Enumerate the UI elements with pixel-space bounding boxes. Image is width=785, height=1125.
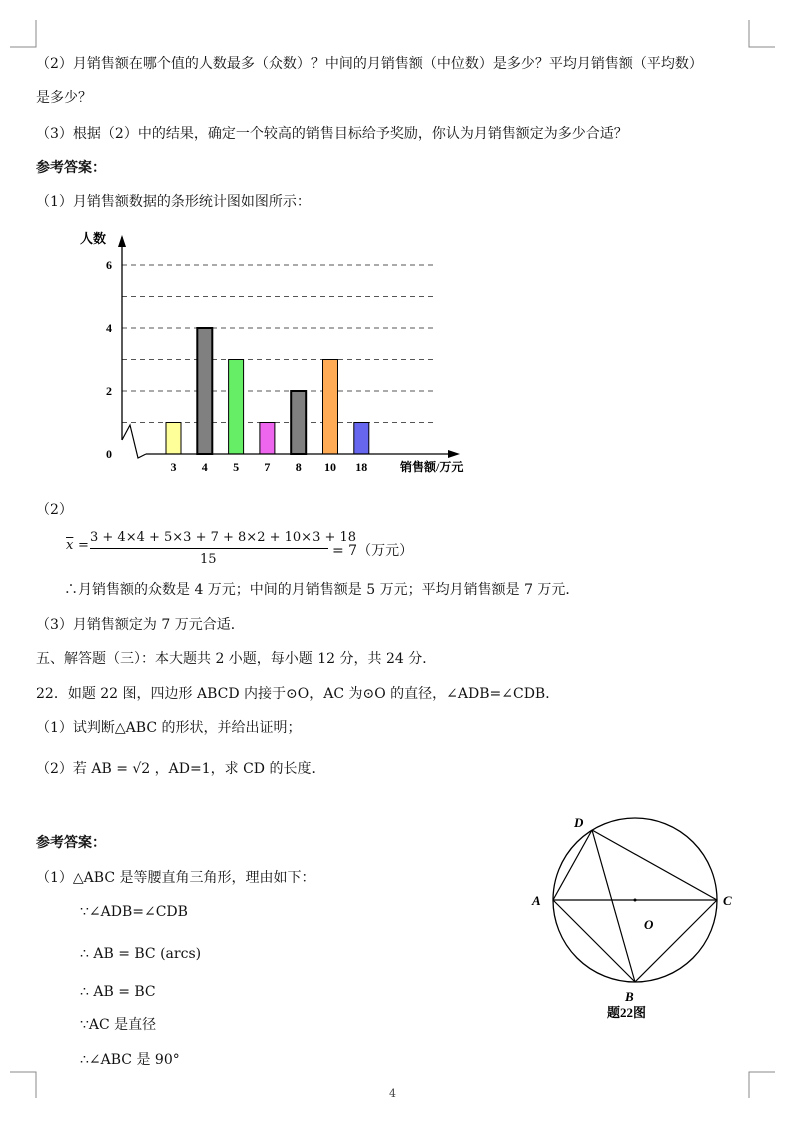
label-b: B: [625, 989, 634, 1004]
y-tick-2: 2: [106, 384, 112, 398]
chart-y-ticks: [106, 258, 112, 461]
formula-result: = 7（万元）: [332, 543, 414, 559]
answer-1-text: （1）月销售额数据的条形统计图如图所示：: [36, 194, 311, 210]
x-tick-3: 3: [170, 460, 177, 474]
formula-numerator: 3 + 4×4 + 5×3 + 7 + 8×2 + 10×3 + 18: [90, 530, 357, 545]
label-a: A: [532, 893, 541, 908]
segment-ab: [553, 900, 635, 982]
segment-ad: [553, 830, 592, 900]
x-axis-break: [122, 425, 146, 458]
chart-x-ticks: [171, 460, 368, 474]
solution-line-5: ∵AC 是直径: [80, 1017, 157, 1033]
segment-db: [592, 830, 635, 982]
page-number: 4: [389, 1087, 396, 1100]
y-tick-0: 0: [106, 447, 112, 461]
bar-8: [291, 391, 306, 454]
solution-line-6: ∴∠ABC 是 90°: [80, 1052, 180, 1068]
y-axis-arrow: [118, 235, 126, 247]
bar-4: [197, 328, 212, 454]
question-2-text-cont: 是多少？: [36, 90, 92, 106]
answer-2-conclusion: ∴月销售额的众数是 4 万元；中间的月销售额是 5 万元；平均月销售额是 7 万元．: [64, 582, 580, 598]
center-point: [634, 899, 637, 902]
x-tick-8: 8: [295, 460, 302, 474]
y-tick-4: 4: [106, 321, 112, 335]
solution-line-2: ∵∠ADB=∠CDB: [80, 904, 188, 920]
answer-3-text: （3）月销售额定为 7 万元合适．: [36, 617, 245, 633]
solution-line-4: ∴ AB = BC: [80, 984, 156, 1000]
figure-caption: 题22图: [607, 1005, 647, 1020]
y-tick-6: 6: [106, 258, 112, 272]
bar-chart: [70, 225, 490, 485]
x-axis-label: 销售额/万元: [400, 460, 464, 474]
y-axis-label: 人数: [80, 231, 107, 246]
x-tick-18: 18: [355, 460, 368, 474]
circle-figure: [525, 805, 745, 1025]
solution-line-3: ∴ AB = BC (arcs): [80, 946, 202, 962]
label-c: C: [723, 893, 732, 908]
formula-equals: =: [78, 538, 89, 553]
segment-bc: [635, 900, 717, 982]
x-tick-7: 7: [264, 460, 271, 474]
label-o: O: [644, 917, 654, 932]
label-d: D: [574, 815, 584, 830]
x-tick-10: 10: [324, 460, 336, 474]
solution-line-1: （1）△ABC 是等腰直角三角形，理由如下：: [36, 870, 316, 886]
question-2-text: （2）月销售额在哪个值的人数最多（众数）？中间的月销售额（中位数）是多少？平均月销售额（平均数）: [36, 56, 703, 72]
formula-denominator: 15: [200, 552, 217, 567]
question-22-part-2: （2）若 AB = √2 ，AD=1，求 CD 的长度．: [36, 761, 326, 777]
reference-answer-heading: 参考答案：: [36, 160, 106, 176]
bar-10: [323, 360, 338, 455]
question-3-text: （3）根据（2）中的结果，确定一个较高的销售目标给予奖励，你认为月销售额定为多少合适？: [36, 126, 628, 142]
bar-3: [166, 423, 181, 455]
question-22-part-1: （1）试判断△ABC 的形状，并给出证明；: [36, 720, 302, 736]
formula-xbar: $\overline{x}$: [66, 538, 74, 553]
question-22-text: 22．如题 22 图，四边形 ABCD 内接于⊙O，AC 为⊙O 的直径，∠ADB=∠CDB．: [36, 686, 560, 702]
bar-18: [354, 423, 369, 455]
x-tick-5: 5: [233, 460, 240, 474]
chart-gridlines: [122, 265, 435, 423]
segment-dc: [592, 830, 717, 900]
section-5-heading: 五、解答题（三）：本大题共 2 小题，每小题 12 分，共 24 分．: [36, 651, 437, 667]
formula-fraction-bar: [90, 548, 328, 549]
x-tick-4: 4: [201, 460, 208, 474]
bar-5: [229, 360, 244, 455]
x-axis-arrow: [448, 450, 460, 458]
answer-2-label: （2）: [36, 502, 73, 518]
bar-7: [260, 423, 275, 455]
reference-answer-heading-2: 参考答案：: [36, 835, 106, 851]
